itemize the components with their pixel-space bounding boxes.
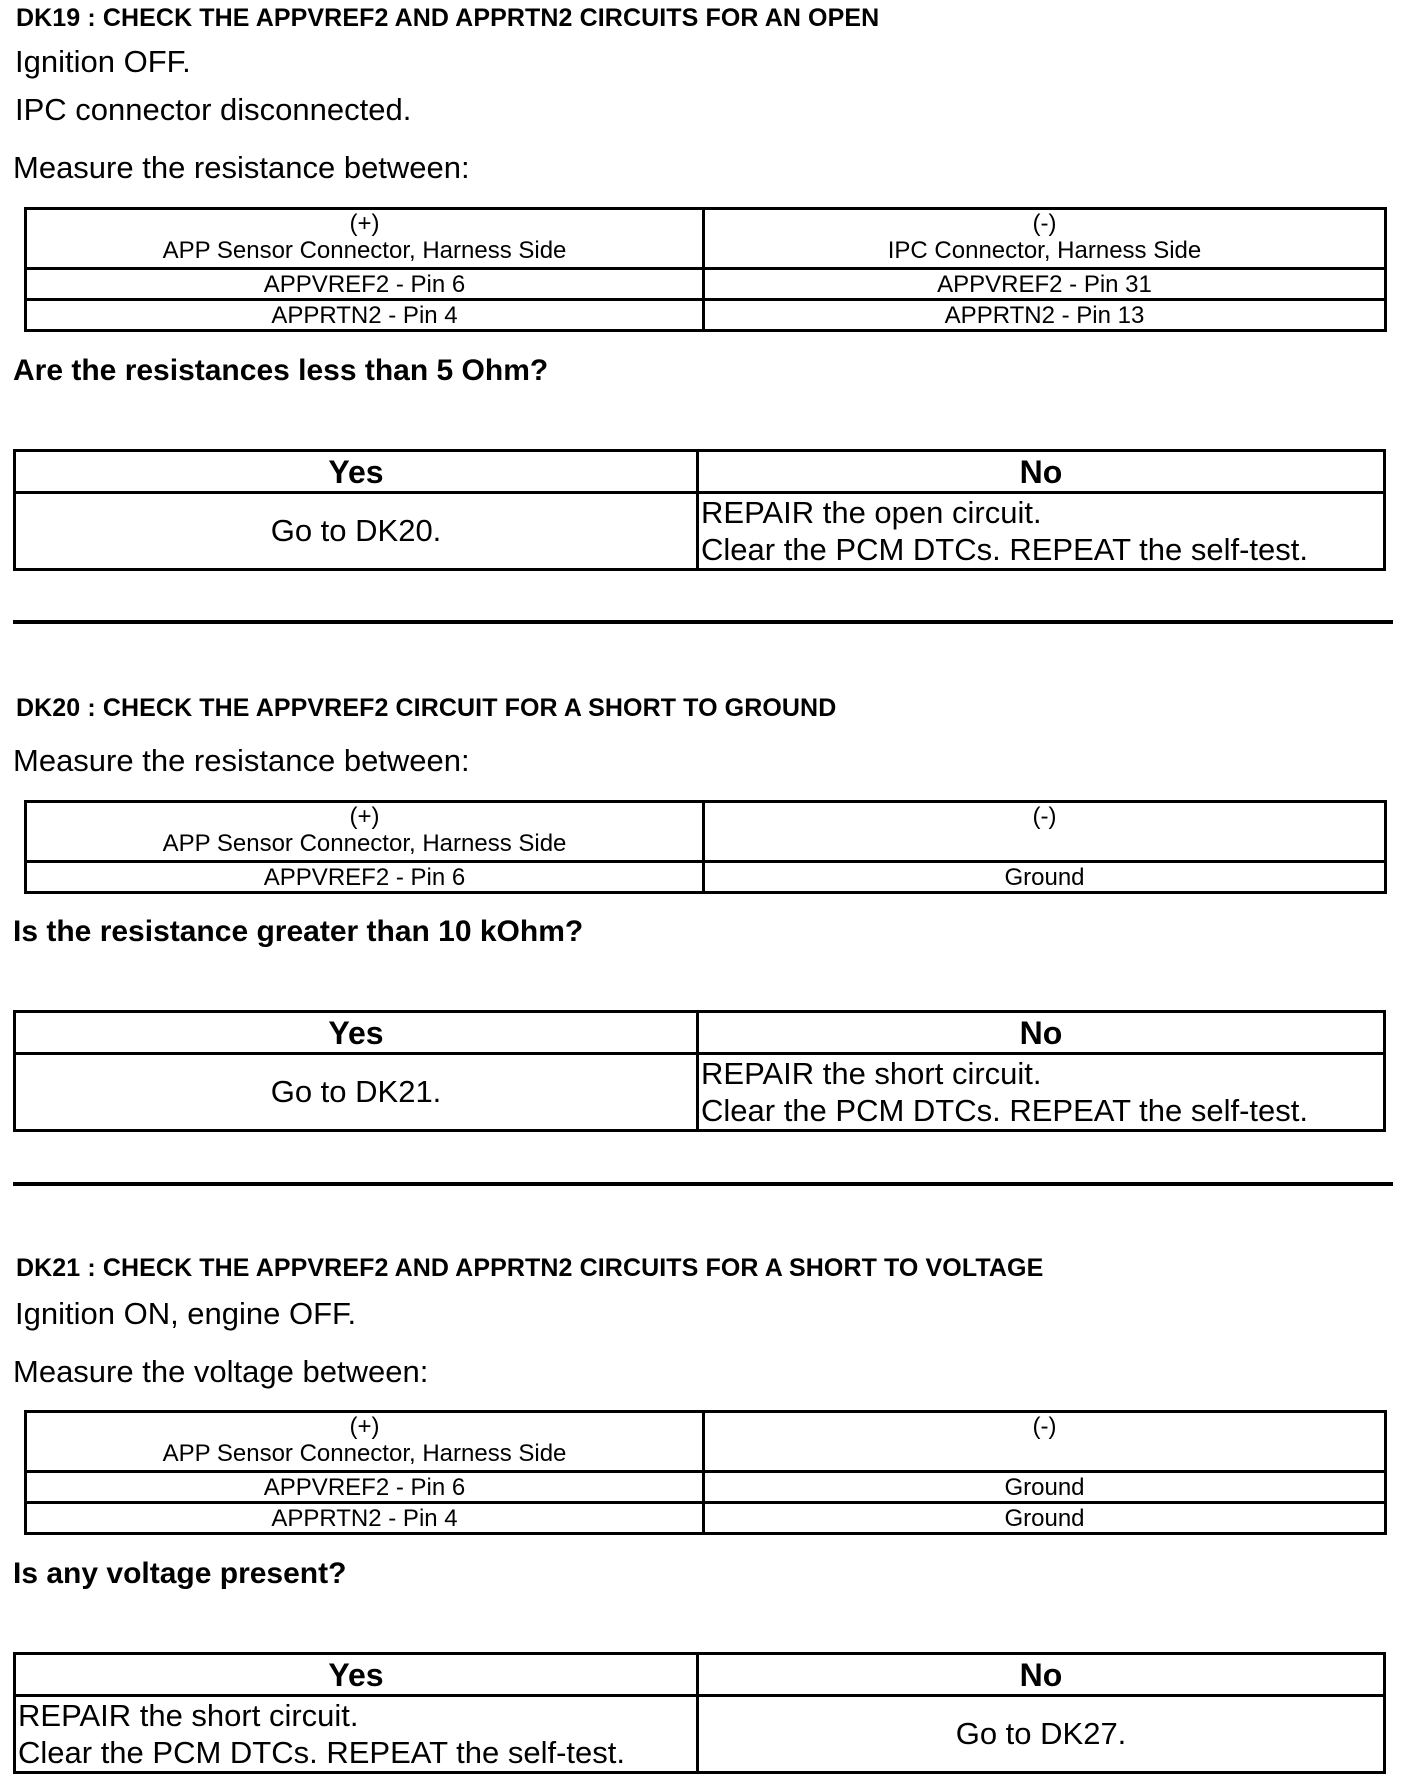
yes-action-line: Go to DK21. [270, 1074, 442, 1109]
dk20-measure-label: Measure the resistance between: [13, 743, 470, 778]
dk20-answer-table [13, 1010, 1386, 1132]
minus-sign: (-) [1032, 803, 1057, 830]
plus-sign: (+) [349, 803, 380, 830]
dk21-measure-label: Measure the voltage between: [13, 1354, 429, 1389]
section-divider [13, 620, 1393, 624]
minus-pin-cell: Ground [704, 862, 1386, 893]
minus-pin-cell: Ground [704, 1472, 1386, 1503]
plus-pin-cell: APPRTN2 - Pin 4 [26, 1503, 704, 1534]
yes-action [15, 1054, 698, 1131]
no-action-line: REPAIR the short circuit. [701, 1056, 1042, 1091]
no-header: No [698, 451, 1385, 493]
no-header: No [698, 1654, 1385, 1696]
plus-connector-label: APP Sensor Connector, Harness Side [162, 830, 567, 857]
no-action-line: Clear the PCM DTCs. REPEAT the self-test. [701, 532, 1308, 567]
plus-sign: (+) [349, 210, 380, 237]
dk21-answer-table [13, 1652, 1386, 1774]
dk20-plus-header [26, 802, 704, 862]
dk20-minus-header [704, 802, 1386, 862]
dk21-measurement-table [24, 1410, 1387, 1535]
dk20-heading: DK20 : CHECK THE APPVREF2 CIRCUIT FOR A SHORT TO GROUND [16, 694, 837, 722]
table-row [26, 1503, 1386, 1534]
minus-connector-label: IPC Connector, Harness Side [887, 237, 1202, 264]
dk19-plus-header [26, 209, 704, 269]
minus-sign: (-) [1032, 210, 1057, 237]
dk19-answer-table [13, 449, 1386, 571]
table-row [26, 269, 1386, 300]
plus-pin-cell: APPRTN2 - Pin 4 [26, 300, 704, 331]
no-action-line: REPAIR the open circuit. [701, 495, 1042, 530]
dk21-plus-header [26, 1412, 704, 1472]
plus-pin-cell: APPVREF2 - Pin 6 [26, 862, 704, 893]
no-action-line: Clear the PCM DTCs. REPEAT the self-test. [701, 1093, 1308, 1128]
no-action [698, 1696, 1385, 1773]
minus-pin-cell: APPVREF2 - Pin 31 [704, 269, 1386, 300]
section-divider [13, 1182, 1393, 1186]
dk20-measurement-table [24, 800, 1387, 894]
plus-connector-label: APP Sensor Connector, Harness Side [162, 1440, 567, 1467]
dk19-measurement-table [24, 207, 1387, 332]
dk21-heading: DK21 : CHECK THE APPVREF2 AND APPRTN2 CIRCUITS FOR A SHORT TO VOLTAGE [16, 1254, 1044, 1282]
dk21-question: Is any voltage present? [13, 1557, 347, 1590]
dk19-step-connector: IPC connector disconnected. [15, 92, 412, 127]
yes-action-line: Go to DK20. [270, 513, 442, 548]
dk19-measure-label: Measure the resistance between: [13, 150, 470, 185]
no-action-line: Go to DK27. [955, 1716, 1127, 1751]
yes-action-line: Clear the PCM DTCs. REPEAT the self-test. [18, 1735, 625, 1770]
yes-action [15, 1696, 698, 1773]
no-action [698, 493, 1385, 570]
minus-sign: (-) [1032, 1413, 1057, 1440]
no-action [698, 1054, 1385, 1131]
dk19-question: Are the resistances less than 5 Ohm? [13, 354, 549, 387]
yes-header: Yes [15, 1654, 698, 1696]
dk20-question: Is the resistance greater than 10 kOhm? [13, 915, 584, 948]
table-row [26, 1472, 1386, 1503]
minus-pin-cell: Ground [704, 1503, 1386, 1534]
dk19-minus-header [704, 209, 1386, 269]
dk19-step-ignition: Ignition OFF. [15, 44, 191, 79]
dk19-heading: DK19 : CHECK THE APPVREF2 AND APPRTN2 CIRCUITS FOR AN OPEN [16, 4, 880, 32]
no-header: No [698, 1012, 1385, 1054]
dk21-minus-header [704, 1412, 1386, 1472]
plus-sign: (+) [349, 1413, 380, 1440]
minus-pin-cell: APPRTN2 - Pin 13 [704, 300, 1386, 331]
plus-pin-cell: APPVREF2 - Pin 6 [26, 269, 704, 300]
plus-pin-cell: APPVREF2 - Pin 6 [26, 1472, 704, 1503]
table-row [26, 862, 1386, 893]
yes-action-line: REPAIR the short circuit. [18, 1698, 359, 1733]
plus-connector-label: APP Sensor Connector, Harness Side [162, 237, 567, 264]
yes-header: Yes [15, 451, 698, 493]
yes-action [15, 493, 698, 570]
dk21-step-ignition: Ignition ON, engine OFF. [15, 1296, 357, 1331]
yes-header: Yes [15, 1012, 698, 1054]
table-row [26, 300, 1386, 331]
